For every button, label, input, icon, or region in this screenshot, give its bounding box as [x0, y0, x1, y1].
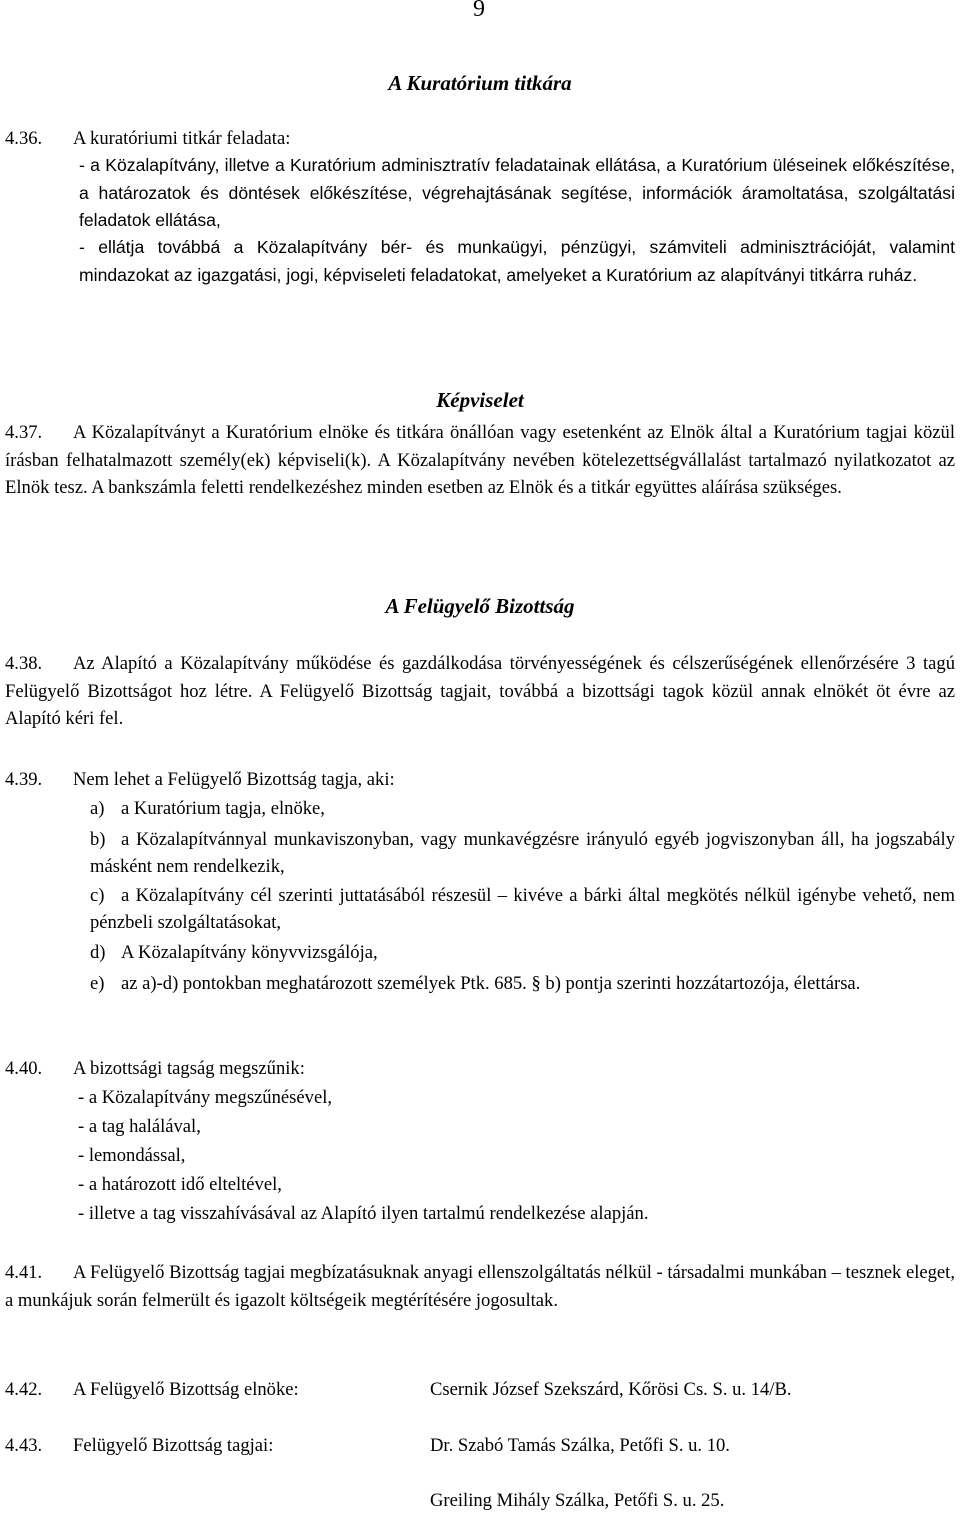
paragraph-intro: A bizottsági tagság megszűnik: — [73, 1058, 305, 1079]
section-heading-representation: Képviselet — [436, 388, 524, 412]
paragraph-text: A Közalapítványt a Kuratórium elnöke és titkára önállóan vagy esetenként az Elnök által a Kuratórium tagjai közül írásban felhatalmazott személy(ek) képviseli(k). A Közalapítvány nevében kötelezettségvállalást tartalmazó nyilatkozatot az Elnök tesz. A bankszámla feletti rendelkezéshez minden esetben az Elnök és a titkár együttes aláírása szükséges. — [5, 422, 955, 498]
paragraph-text: A Felügyelő Bizottság tagjai megbízatásuknak anyagi ellenszolgáltatás nélkül - társadalmi munkában – tesznek eleget, a munkájuk során felmerült és igazolt költségeik megtérítésére jogosultak. — [5, 1262, 955, 1311]
list-item-label: c) — [90, 885, 105, 906]
board-member-2: Greiling Mihály Szálka, Petőfi S. u. 25. — [430, 1490, 725, 1511]
section-heading-secretary: A Kuratórium titkára — [388, 71, 572, 95]
paragraph-4-36-text1: - a Közalapítvány, illetve a Kuratórium adminisztratív feladatainak ellátása, a Kuratórium üléseinek előkészítése, a határozatok és döntések előkészítése, végrehajtásának segítése, információk áramoltatása, szolgáltatási feladatok ellátása, — [79, 155, 955, 230]
list-item — [90, 795, 955, 822]
list-item: - lemondással, — [78, 1145, 186, 1166]
paragraph-number: 4.41. — [5, 1262, 43, 1283]
list-item: - a Közalapítvány megszűnésével, — [78, 1087, 333, 1108]
list-item: - a tag halálával, — [78, 1116, 201, 1137]
paragraph-text: Az Alapító a Közalapítvány működése és gazdálkodása törvényességének és célszerűségének ellenőrzésére 3 tagú Felügyelő Bizottságot hoz létre. A Felügyelő Bizottság tagjait, továbbá a bizottsági tagok közül annak elnökét öt évre az Alapító kéri fel. — [5, 653, 955, 729]
board-chair-value: Csernik József Szekszárd, Kőrösi Cs. S. u. 14/B. — [430, 1379, 792, 1400]
list-item-label: d) — [90, 942, 106, 963]
board-members-label: Felügyelő Bizottság tagjai: — [73, 1435, 274, 1456]
list-item: - illetve a tag visszahívásával az Alapító ilyen tartalmú rendelkezése alapján. — [78, 1203, 649, 1224]
list-item-text: a Közalapítvány cél szerinti juttatásából részesül – kivéve a bárki által megkötés nélkül igénybe vehető, nem pénzbeli szolgáltatásokat, — [90, 885, 955, 933]
paragraph-4-36-intro — [5, 125, 955, 153]
paragraph-number: 4.40. — [5, 1058, 43, 1079]
list-item — [90, 970, 955, 997]
list-item: - a határozott idő elteltével, — [78, 1174, 282, 1195]
board-chair-label: A Felügyelő Bizottság elnöke: — [73, 1379, 299, 1400]
paragraph-4-40-intro — [5, 1055, 955, 1083]
board-member-1: Dr. Szabó Tamás Szálka, Petőfi S. u. 10. — [430, 1435, 730, 1456]
list-item — [90, 939, 955, 966]
paragraph-4-43 — [5, 1432, 273, 1459]
paragraph-number: 4.38. — [5, 653, 43, 674]
paragraph-4-41 — [5, 1259, 955, 1314]
list-item-label: b) — [90, 829, 106, 850]
list-item-label: e) — [90, 973, 105, 994]
paragraph-intro: Nem lehet a Felügyelő Bizottság tagja, aki: — [73, 769, 395, 790]
paragraph-number: 4.39. — [5, 769, 43, 790]
paragraph-number: 4.37. — [5, 422, 43, 443]
paragraph-intro: A kuratóriumi titkár feladata: — [73, 128, 291, 149]
paragraph-4-39-intro — [5, 766, 955, 794]
section-heading-board: A Felügyelő Bizottság — [385, 594, 575, 618]
paragraph-4-42 — [5, 1376, 299, 1403]
list-item — [90, 826, 955, 880]
paragraph-number: 4.36. — [5, 128, 43, 149]
paragraph-4-36-text2: - ellátja továbbá a Közalapítvány bér- és munkaügyi, pénzügyi, számviteli adminisztrációját, valamint mindazokat az igazgatási, jogi, képviseleti feladatokat, amelyeket a Kuratórium az alapítványi titkárra ruház. — [79, 237, 955, 285]
list-item-text: a Kuratórium tagja, elnöke, — [121, 798, 325, 819]
list-item-text: az a)-d) pontokban meghatározott személyek Ptk. 685. § b) pontja szerinti hozzátartozója, élettársa. — [121, 973, 861, 994]
list-item-text: A Közalapítvány könyvvizsgálója, — [121, 942, 378, 963]
list-item — [90, 882, 955, 936]
paragraph-number: 4.43. — [5, 1435, 43, 1456]
list-item-label: a) — [90, 798, 105, 819]
paragraph-4-37 — [5, 419, 955, 502]
paragraph-number: 4.42. — [5, 1379, 43, 1400]
page-number: 9 — [473, 0, 485, 22]
paragraph-4-38 — [5, 650, 955, 733]
list-item-text: a Közalapítvánnyal munkaviszonyban, vagy munkavégzésre irányuló egyéb jogviszonyban áll, ha jogszabály másként nem rendelkezik, — [90, 829, 955, 877]
